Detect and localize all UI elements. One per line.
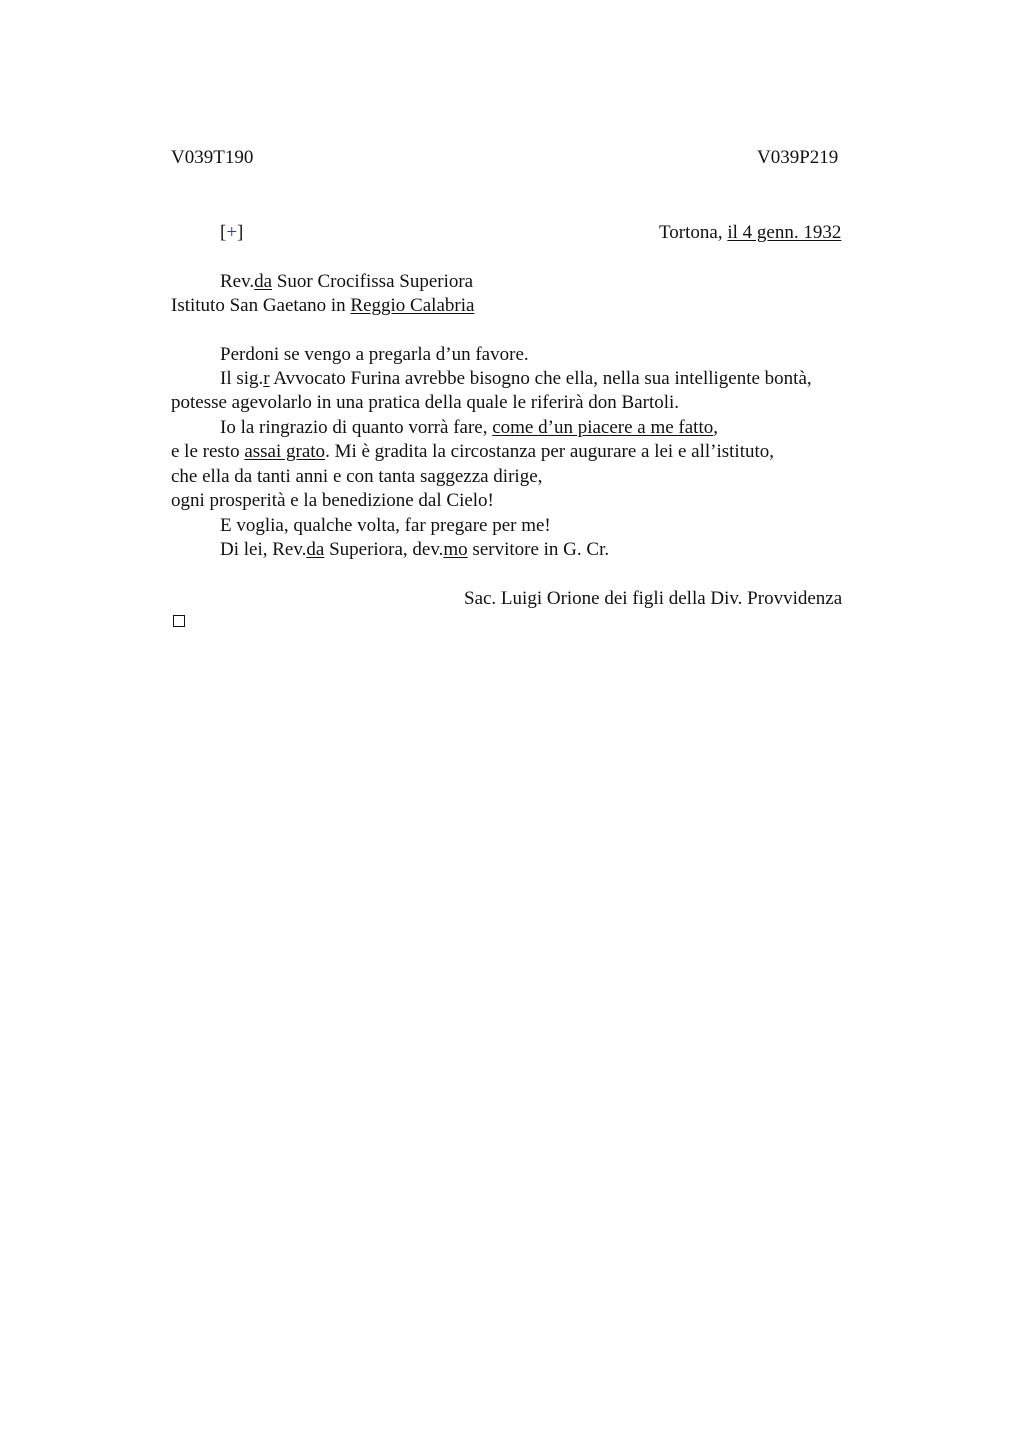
paragraph-2-line-2: potesse agevolarlo in una pratica della quale le riferirà don Bartoli. bbox=[171, 392, 680, 413]
address-line-1-post: Suor Crocifissa Superiora bbox=[272, 271, 474, 292]
address-line-2 bbox=[171, 294, 474, 318]
address-line-1 bbox=[220, 270, 473, 294]
paragraph-3-line-1 bbox=[220, 416, 718, 440]
p3-pre: Io la ringrazio di quanto vorrà fare, bbox=[220, 417, 493, 438]
place-date bbox=[659, 221, 841, 245]
address-line-1-abbrev: da bbox=[254, 271, 273, 292]
paragraph-5 bbox=[220, 538, 609, 562]
p2-post: Avvocato Furina avrebbe bisogno che ella, nella sua intelligente bontà, bbox=[269, 368, 812, 389]
right-code: V039P219 bbox=[757, 147, 839, 168]
address-line-2-pre: Istituto San Gaetano in bbox=[171, 295, 351, 316]
p2-pre: Il sig. bbox=[220, 368, 264, 389]
p5-post: servitore in G. Cr. bbox=[467, 539, 610, 560]
left-code: V039T190 bbox=[171, 147, 254, 168]
p3-line2-post: . Mi è gradita la circostanza per augurare a lei e all’istituto, bbox=[325, 441, 775, 462]
paragraph-1: Perdoni se vengo a pregarla d’un favore. bbox=[220, 344, 529, 365]
paragraph-4: E voglia, qualche volta, far pregare per me! bbox=[220, 515, 551, 536]
p2-abbrev: r bbox=[263, 368, 270, 389]
p5-abbrev-1: da bbox=[306, 539, 325, 560]
paragraph-3-line-3: che ella da tanti anni e con tanta saggezza dirige, bbox=[171, 466, 543, 487]
end-marker-box bbox=[173, 615, 185, 627]
p5-pre: Di lei, Rev. bbox=[220, 539, 307, 560]
p3-underlined: come d’un piacere a me fatto bbox=[492, 417, 714, 438]
bracket-close: ] bbox=[237, 222, 244, 243]
address-line-1-pre: Rev. bbox=[220, 271, 255, 292]
plus-symbol: + bbox=[226, 222, 238, 243]
p5-abbrev-2: mo bbox=[443, 539, 468, 560]
date: il 4 genn. 1932 bbox=[727, 222, 842, 243]
address-city: Reggio Calabria bbox=[350, 295, 475, 316]
p5-mid: Superiora, dev. bbox=[324, 539, 444, 560]
bracket-open: [ bbox=[220, 222, 227, 243]
paragraph-2-line-1 bbox=[220, 367, 812, 391]
paragraph-3-line-2 bbox=[171, 440, 774, 464]
place: Tortona, bbox=[659, 222, 728, 243]
cross-marker bbox=[220, 221, 243, 245]
p3-line2-underlined: assai grato bbox=[244, 441, 326, 462]
signature: Sac. Luigi Orione dei figli della Div. Provvidenza bbox=[464, 588, 843, 609]
p3-post: , bbox=[713, 417, 718, 438]
p3-line2-pre: e le resto bbox=[171, 441, 245, 462]
paragraph-3-line-4: ogni prosperità e la benedizione dal Cielo! bbox=[171, 490, 494, 511]
